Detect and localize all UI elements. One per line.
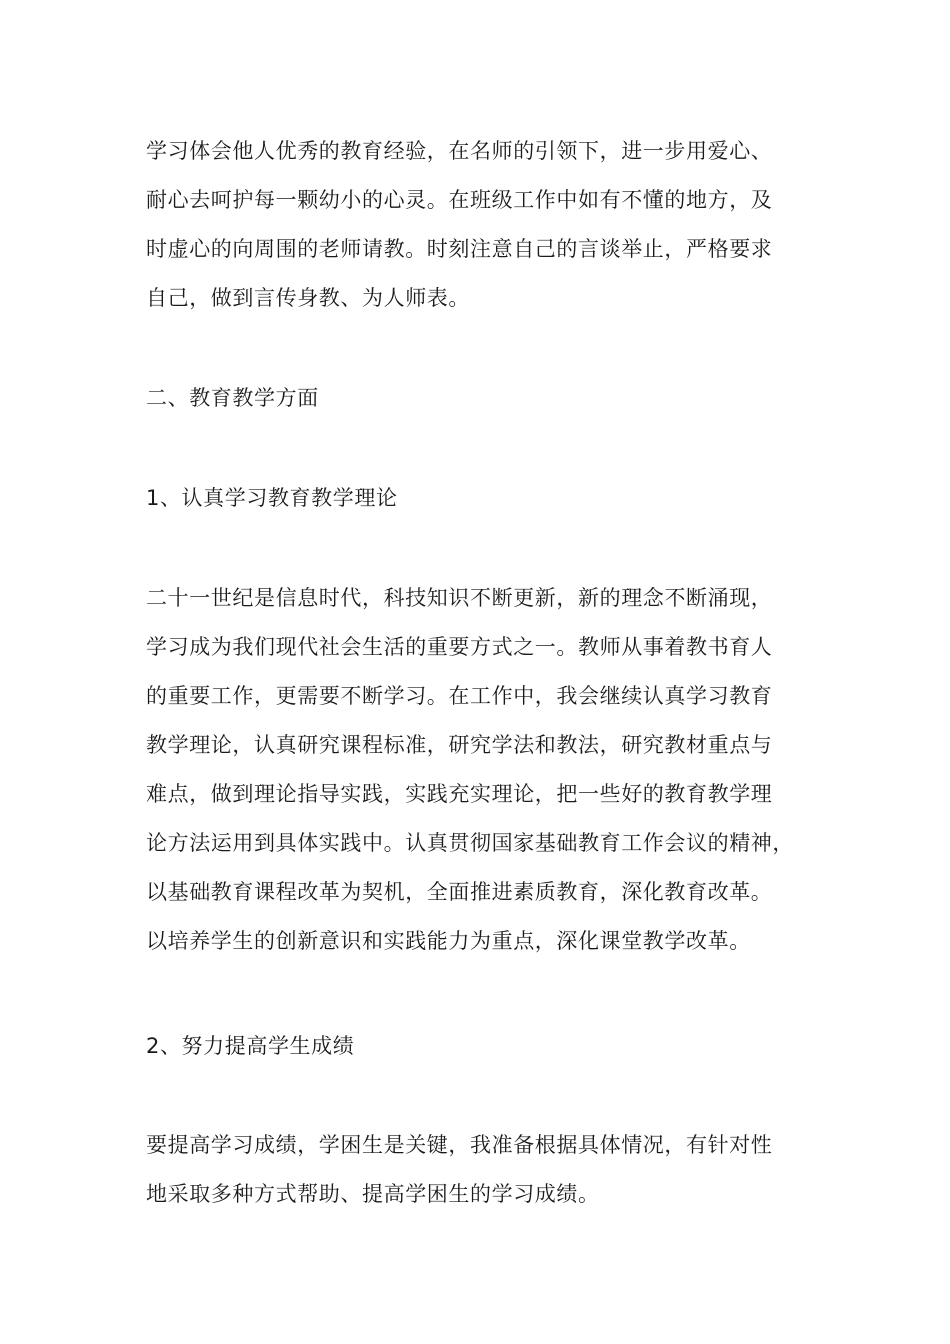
paragraph-line: 时虚心的向周围的老师请教。时刻注意自己的言谈举止，严格要求 [146,237,773,261]
paragraph-line: 自己，做到言传身教、为人师表。 [146,286,470,310]
paragraph-line: 耐心去呵护每一颗幼小的心灵。在班级工作中如有不懂的地方，及 [146,188,773,212]
paragraph-line: 难点，做到理论指导实践，实践充实理论，把一些好的教育教学理 [146,782,773,806]
subheading: 2、努力提高学生成绩 [146,1034,355,1058]
paragraph-line: 教学理论，认真研究课程标准，研究学法和教法，研究教材重点与 [146,733,773,757]
paragraph-line: 地采取多种方式帮助、提高学困生的学习成绩。 [146,1182,600,1206]
paragraph-line: 二十一世纪是信息时代，科技知识不断更新，新的理念不断涌现， [146,586,773,610]
paragraph-line: 要提高学习成绩，学困生是关键，我准备根据具体情况，有针对性 [146,1133,773,1157]
section-heading: 二、教育教学方面 [146,386,319,410]
paragraph-line: 学习体会他人优秀的教育经验，在名师的引领下，进一步用爱心、 [146,139,773,163]
paragraph-line: 学习成为我们现代社会生活的重要方式之一。教师从事着教书育人 [146,635,773,659]
paragraph-line: 论方法运用到具体实践中。认真贯彻国家基础教育工作会议的精神， [146,831,794,855]
paragraph-line: 的重要工作，更需要不断学习。在工作中，我会继续认真学习教育 [146,684,773,708]
subheading: 1、认真学习教育教学理论 [146,486,398,510]
paragraph-line: 以培养学生的创新意识和实践能力为重点，深化课堂教学改革。 [146,929,751,953]
paragraph-line: 以基础教育课程改革为契机，全面推进素质教育，深化教育改革。 [146,880,773,904]
